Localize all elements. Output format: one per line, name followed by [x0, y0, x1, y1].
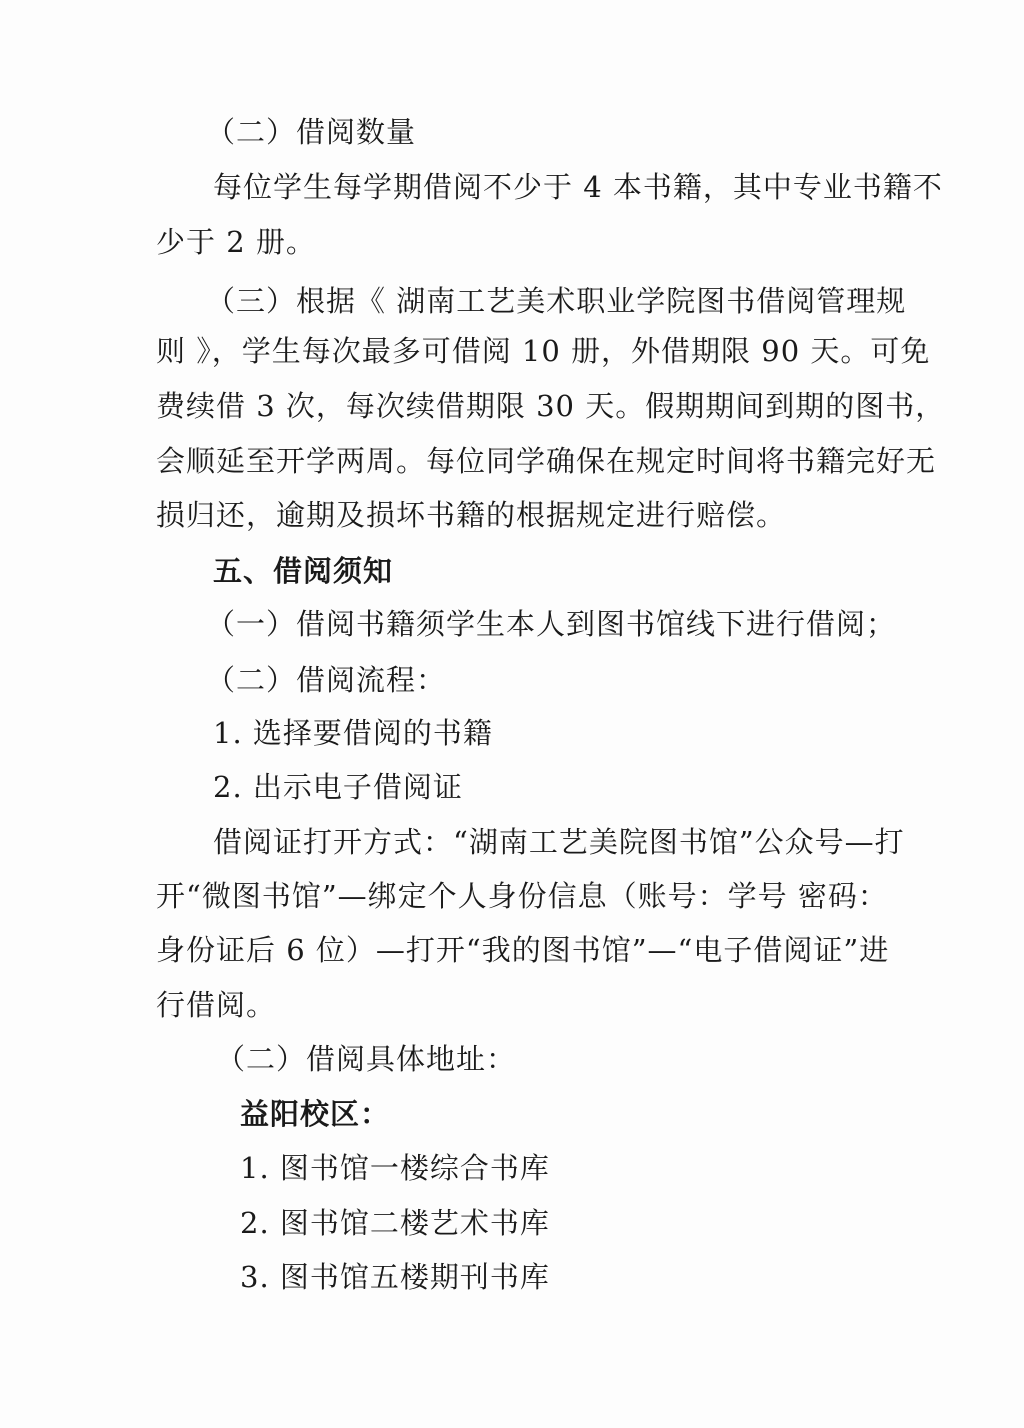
card-instructions-line-1: 借阅证打开方式：“湖南工艺美院图书馆”公众号—打 — [213, 825, 905, 859]
paragraph-quantity-line-2: 少于 2 册。 — [156, 225, 316, 259]
location-item-2: 2. 图书馆二楼艺术书库 — [240, 1206, 550, 1240]
card-instructions-line-3: 身份证后 6 位）—打开“我的图书馆”—“电子借阅证”进 — [156, 933, 890, 967]
paragraph-rules-line-2: 则 》，学生每次最多可借阅 10 册，外借期限 90 天。可免 — [156, 334, 931, 368]
paragraph-rules-line-5: 损归还，逾期及损坏书籍的根据规定进行赔偿。 — [156, 498, 787, 532]
procedure-step-2: 2. 出示电子借阅证 — [213, 770, 463, 804]
paragraph-rules-line-3: 费续借 3 次，每次续借期限 30 天。假期期间到期的图书， — [156, 389, 946, 423]
paragraph-rules-line-4: 会顺延至开学两周。每位同学确保在规定时间将书籍完好无 — [156, 444, 937, 478]
card-instructions-line-2: 开“微图书馆”—绑定个人身份信息（账号：学号 密码： — [156, 879, 888, 913]
notice-item-in-person: （一）借阅书籍须学生本人到图书馆线下进行借阅； — [206, 607, 897, 641]
section-heading-borrow-quantity: （二）借阅数量 — [206, 115, 417, 149]
paragraph-rules-line-1: （三）根据《 湖南工艺美术职业学院图书借阅管理规 — [206, 284, 907, 318]
campus-name: 益阳校区： — [240, 1097, 391, 1131]
paragraph-quantity-line-1: 每位学生每学期借阅不少于 4 本书籍，其中专业书籍不 — [213, 170, 943, 204]
chapter-heading-borrowing-notice: 五、借阅须知 — [213, 554, 394, 588]
notice-item-procedure-heading: （二）借阅流程： — [206, 663, 447, 697]
address-heading: （二）借阅具体地址： — [216, 1042, 517, 1076]
location-item-1: 1. 图书馆一楼综合书库 — [240, 1151, 550, 1185]
card-instructions-line-4: 行借阅。 — [156, 988, 277, 1022]
procedure-step-1: 1. 选择要借阅的书籍 — [213, 716, 493, 750]
location-item-3: 3. 图书馆五楼期刊书库 — [240, 1260, 550, 1294]
